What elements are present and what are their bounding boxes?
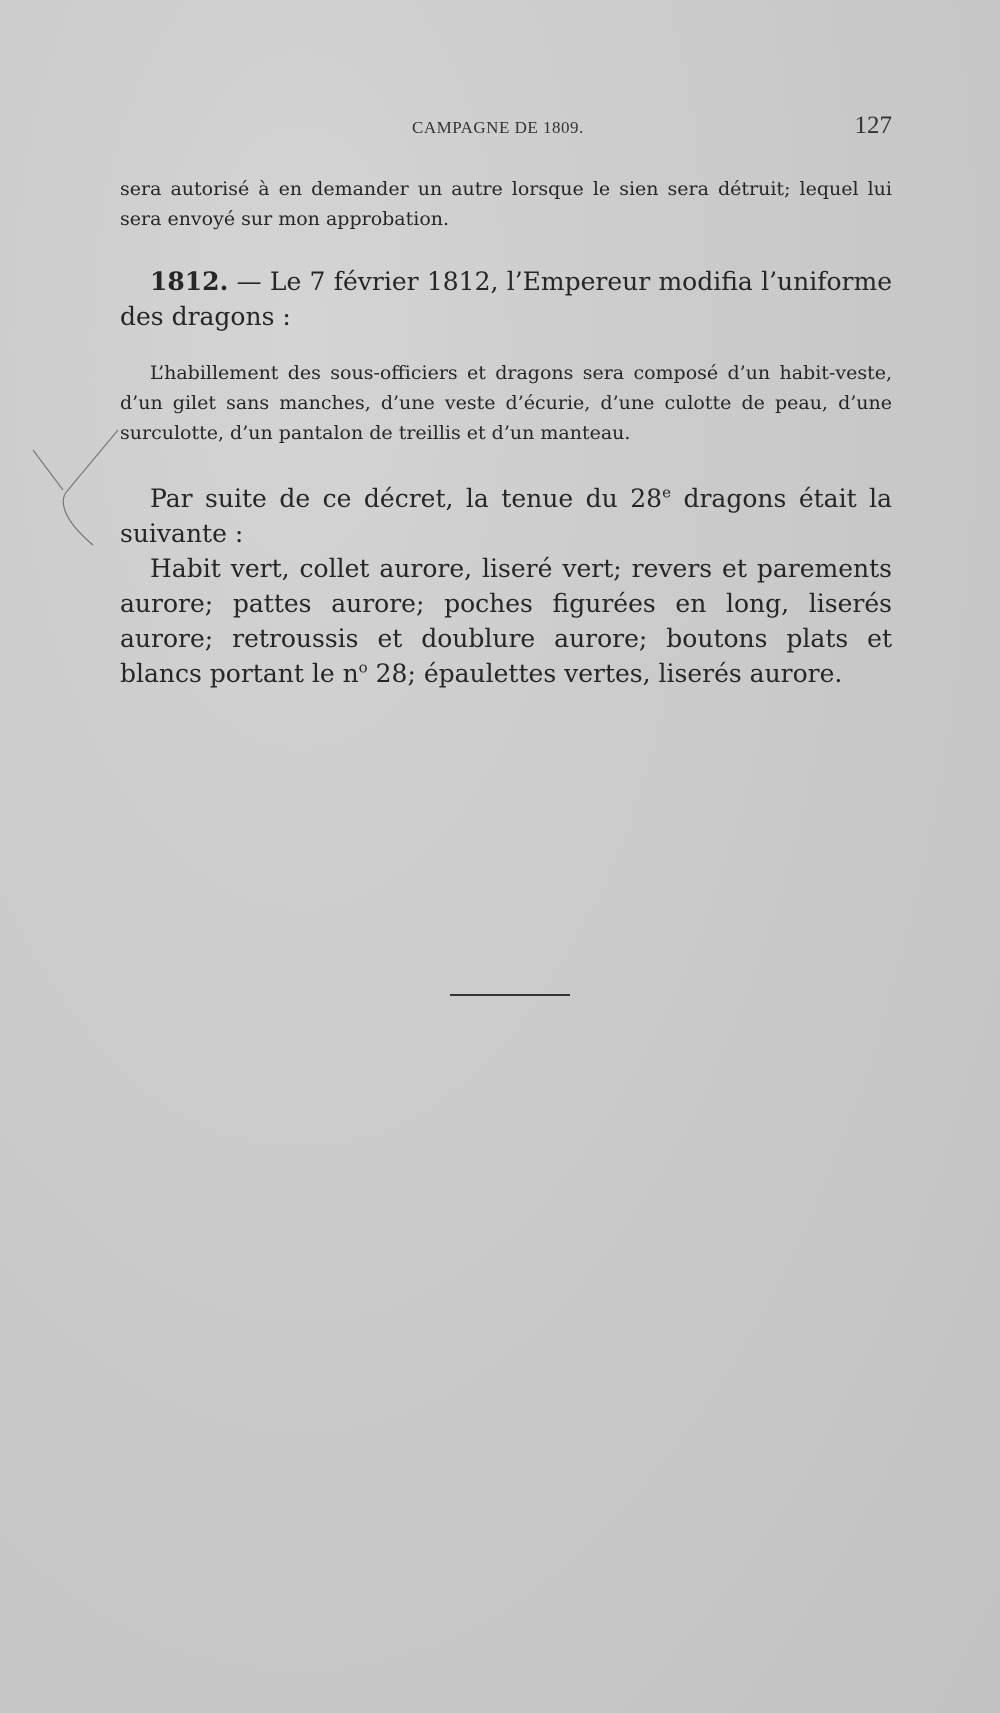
running-title: CAMPAGNE DE 1809.	[412, 118, 584, 137]
page-header	[120, 112, 892, 152]
paragraph-uniform-description-end: 28; épaulettes vertes, liserés aurore.	[367, 659, 843, 688]
decree-quote: L’habillement des sous-officiers et dragons sera composé d’un habit-veste, d’un gilet sans manches, d’une veste d’écurie, d’une culotte de peau, d’une surculotte, d’un pantalon de treillis et d’un manteau.	[120, 362, 892, 444]
pencil-margin-mark	[28, 425, 128, 555]
numero-superscript: o	[358, 658, 368, 677]
paragraph-uniform-intro-start: Par suite de ce décret, la tenue du 28	[150, 484, 663, 513]
page-number: 127	[854, 112, 892, 139]
ordinal-superscript: e	[662, 483, 671, 502]
paragraph-continuation: sera autorisé à en demander un autre lorsque le sien sera détruit; lequel lui sera envoyé sur mon approbation.	[120, 178, 892, 230]
section-end-rule	[450, 994, 570, 996]
paragraph-uniform-intro-end: dragons était la suivante :	[120, 484, 893, 548]
paragraph-uniform-intro	[120, 481, 892, 551]
paragraph-1812-text: — Le 7 février 1812, l’Empereur modifia l’uniforme des dragons :	[120, 267, 892, 331]
paragraph-uniform-description	[120, 551, 892, 691]
year-heading: 1812.	[150, 267, 229, 296]
paragraph-uniform-description-start: Habit vert, collet aurore, liseré vert; revers et parements aurore; pattes aurore; poches figurées en long, liserés aurore; retroussis et doublure aurore; boutons plats et blancs portant le n	[120, 554, 892, 688]
paragraph-1812	[120, 264, 892, 334]
